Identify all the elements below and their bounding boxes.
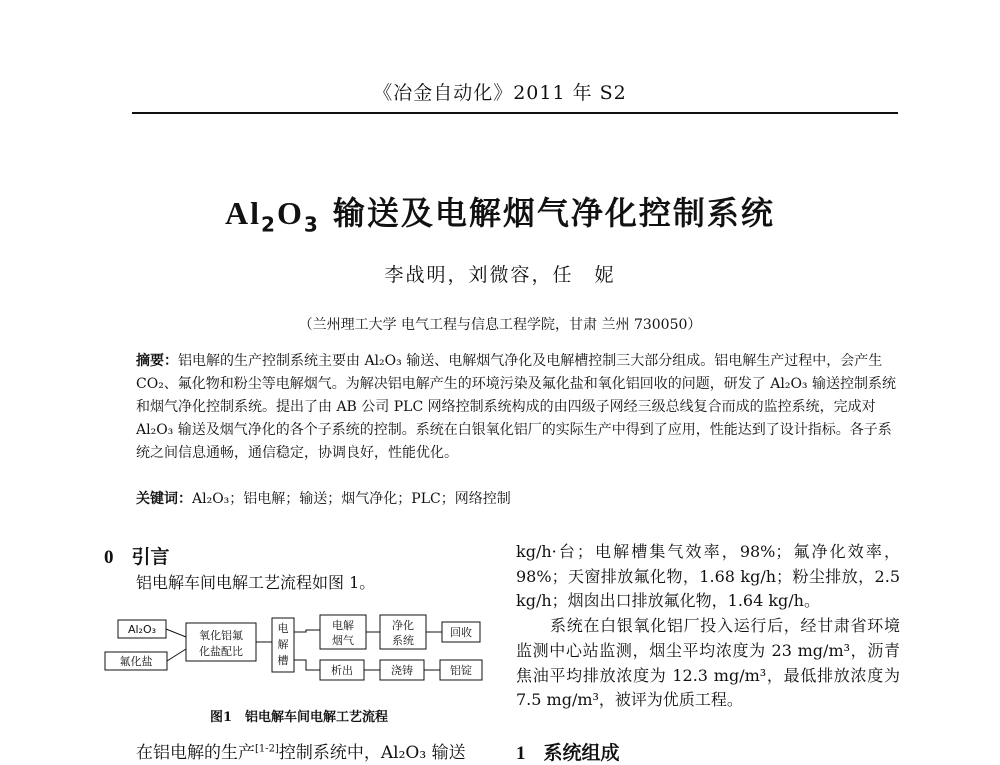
label-ingot: 铝锭 [450,664,472,677]
label-cell-2: 解 [277,638,289,651]
right-paragraph-2: 系统在白银氧化铝厂投入运行后，经甘肃省环境监测中心站监测，烟尘平均浓度为 23 mg/m³，沥青焦油平均排放浓度为 12.3 mg/m³，最低排放浓度为 7.5 mg/m³，被评为优质工程。 [516,616,900,710]
intro-text: 铝电解车间电解工艺流程如图 1。 [136,573,376,592]
label-purify-line1: 净化 [392,619,414,632]
citation-ref: [1-2] [255,743,279,755]
section-1-title: 系统组成 [543,742,620,764]
abstract-text: 铝电解的生产控制系统主要由 Al₂O₃ 输送、电解烟气净化及电解槽控制三大部分组成。铝电解生产过程中，会产生 CO₂、氟化物和粉尘等电解烟气。为解决铝电解产生的环境污染及氟化盐和氧化铝回收的问题，研发了 Al₂O₃ 输送控制系统和烟气净化控制系统。提出了由 AB 公司 PLC 网络控制系统构成的由四级子网经三级总线复合而成的监控系统，完成对 Al₂O₃ 输送及烟气净化的各个子系统的控制。系统在白银氧化铝厂的实际生产中得到了应用，性能达到了设计指标。各子系统之间信息通畅，通信稳定，协调良好，性能优化。 [136,353,896,461]
section-heading-1 [516,738,620,765]
arrow-cell-tapping [294,660,320,670]
authors: 李战明，刘微容，任 妮 [384,264,616,286]
label-cell-3: 槽 [277,654,289,667]
title-sub-2: 2 [261,212,277,237]
left-paragraph-rest: 控制系统中，Al₂O₃ 输送 [278,743,466,763]
label-al2o3: Al₂O₃ [127,623,157,636]
title-al: Al [225,195,262,231]
section-0-title: 引言 [131,546,170,568]
title-o: O [276,195,304,231]
label-casting: 浇铸 [391,664,413,677]
label-fume-line1: 电解 [332,619,354,632]
label-mix-line2: 化盐配比 [199,645,243,658]
keywords-label: 关键词： [136,491,192,507]
title-sub-3: 3 [303,212,320,237]
arrow-fluoride-mix [167,649,186,661]
left-paragraph [136,738,466,763]
right-column [516,540,900,713]
section-1-number: 1 [516,743,526,764]
section-0-number: 0 [104,547,114,568]
abstract-label: 摘要： [136,353,178,369]
label-purify-line2: 系统 [392,634,414,647]
label-mix-line1: 氧化铝氟 [199,629,243,642]
figure-caption: 图1 铝电解车间电解工艺流程 [209,710,389,725]
label-tapping: 析出 [331,664,353,677]
label-recycle: 回收 [450,626,472,639]
label-cell-1: 电 [277,622,289,635]
right-paragraph-1: kg/h·台；电解槽集气效率，98%；氟净化效率，98%；天窗排放氟化物，1.68 kg/h；粉尘排放，2.5 kg/h；烟囱出口排放氟化物，1.64 kg/h。 [516,542,900,611]
journal-header: 《冶金自动化》2011 年 S2 [373,82,627,104]
arrow-cell-fume [294,630,320,632]
arrow-al2o3-mix [166,629,186,637]
affiliation: （兰州理工大学 电气工程与信息工程学院，甘肃 兰州 730050） [298,317,702,333]
left-paragraph-text: 在铝电解的生产 [136,743,255,763]
label-fume-line2: 烟气 [332,634,354,647]
title-rest: 输送及电解烟气净化控制系统 [319,194,775,232]
keywords-text: Al₂O₃；铝电解；输送；烟气净化；PLC；网络控制 [192,491,511,507]
label-fluoride: 氟化盐 [119,655,153,668]
